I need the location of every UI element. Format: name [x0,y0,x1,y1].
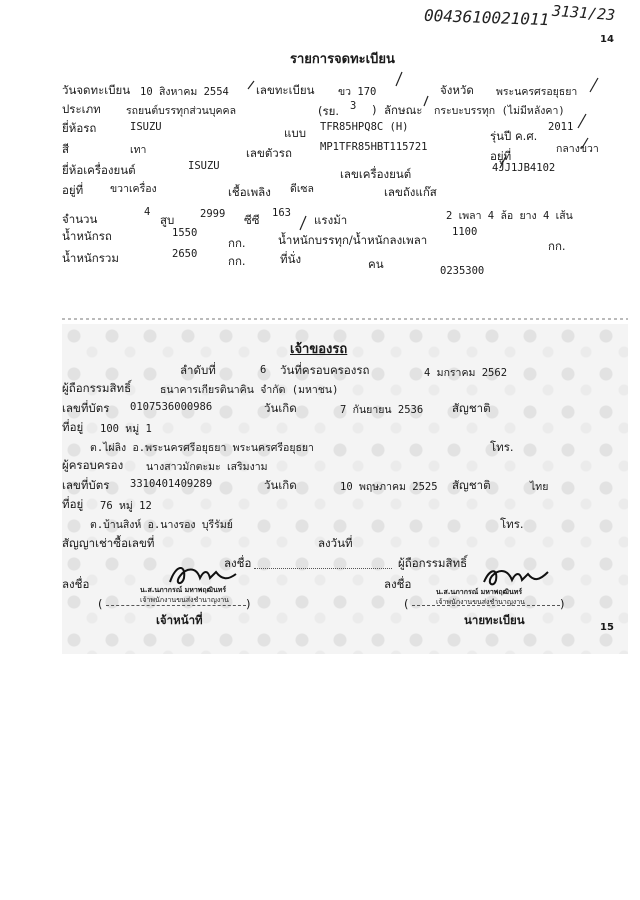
rights-holder: ธนาคารเกียรตินาคิน จำกัด (มหาชน) [160,384,339,396]
seats-label: ที่นั่ง [280,252,302,266]
registrar-label: นายทะเบียน [464,613,525,627]
officer-label: เจ้าหน้าที่ [156,613,203,627]
location-label: อยู่ที่ [490,149,512,163]
chassis-location: กลางขวา [556,143,599,155]
check-mark-2 [396,72,402,86]
owner-title: เจ้าของรถ [290,342,348,357]
page-number-bottom: 15 [600,622,614,633]
rights-sign-label: ผู้ถือกรรมสิทธิ์ [398,556,468,570]
fuel: ดีเซล [290,183,314,195]
model-year-label: รุ่นปี ค.ศ. [490,129,538,143]
total-weight: 2650 [172,248,198,260]
contract-date-label: ลงวันที่ [318,536,353,550]
open-paren-left: ( [98,597,103,611]
province: พระนครศรอยุธยา [496,86,578,98]
stamp-name-right: น.ส.นภากรณ์ มหาพฤฒินทร์ [436,588,523,596]
engine-no-label: เลขเครื่องยนต์ [340,167,412,181]
load-label: น้ำหนักบรรทุก/น้ำหนักลงเพลา [278,233,428,247]
check-mark-7 [500,156,506,168]
load-weight: 1100 [452,226,478,238]
birth-date: 7 กันยายน 2536 [340,404,424,416]
id-label: เลขที่บัตร [62,401,110,415]
id2-number: 3310401409289 [130,478,213,490]
load-unit: กก. [548,239,566,253]
brand-label: ยี่ห้อรถ [62,121,97,135]
handwritten-reference-number: 0043610021011 [423,5,550,30]
fuel-label: เชื้อเพลิง [228,185,271,199]
stamp-name-left: น.ส.นภากรณ์ มหาพฤฒินทร์ [140,586,227,594]
cylinders-label: สูบ [160,213,175,227]
cylinders: 4 [144,206,151,218]
total-weight-unit: กก. [228,254,246,268]
chassis-label: เลขตัวรถ [246,146,292,160]
nationality-label: สัญชาติ [452,401,491,415]
rs-label: (รย. [318,104,340,118]
weight-label: น้ำหนักรถ [62,229,112,243]
total-weight-label: น้ำหนักรวม [62,251,119,265]
rs-value: 3 [350,100,357,112]
engine-at: ขวาเครื่อง [110,183,157,195]
weight-unit: กก. [228,236,246,250]
sign-line [254,568,392,569]
color: เทา [130,144,147,156]
reg-no: ขว 170 [338,86,377,98]
document-number: 0235300 [440,265,485,277]
model: TFR85HPQ8C (H) [320,121,409,133]
quantity-label: จำนวน [62,212,98,226]
rights-holder-label: ผู้ถือกรรมสิทธิ์ [62,381,132,395]
check-mark-8 [300,216,306,230]
check-mark-1 [248,81,254,89]
engine-brand: ISUZU [188,160,220,172]
contract-label: สัญญาเช่าซื้อเลขที่ [62,536,155,550]
registration-title: รายการจดทะเบียน [290,52,395,67]
rs-close: ) [372,103,377,117]
model-year: 2011 [548,121,574,133]
close-paren-right: ) [560,597,565,611]
open-paren-right: ( [404,597,409,611]
stamp-role-right: เจ้าพนักงานขนส่งชำนาญงาน [436,598,525,606]
id2-label: เลขที่บัตร [62,478,110,492]
engine-number: 4JJ1JB4102 [492,162,556,174]
address-line-2: ต.ไผ่ลิง อ.พระนครศรีอยุธยา พระนครศรีอยุธยา [90,442,314,454]
axle-description: 2 เพลา 4 ล้อ ยาง 4 เส้น [446,210,573,222]
page-number-top: 14 [600,34,614,45]
sign-left-label: ลงชื่อ [62,577,90,591]
engine-brand-label: ยี่ห้อเครื่องยนต์ [62,163,136,177]
birth-label: วันเกิด [264,401,297,415]
stamp-role-left: เจ้าพนักงานขนส่งชำนาญงาน [140,596,229,604]
character-label: ลักษณะ [384,103,423,117]
tel2-label: โทร. [500,517,524,531]
reg-no-label: เลขทะเบียน [256,83,315,97]
birth2-date: 10 พฤษภาคม 2525 [340,481,438,493]
cc-label: ซีซี [244,213,260,227]
horsepower: 163 [272,207,291,219]
province-label: จังหวัด [440,83,474,97]
vehicle-type: รถยนต์บรรทุกส่วนบุคคล [126,105,236,117]
order-number: 6 [260,364,267,376]
seats-unit: คน [368,257,384,271]
order-label: ลำดับที่ [180,363,216,377]
gas-tank-label: เลขถังแก๊ส [384,185,437,199]
sign-label: ลงชื่อ [224,556,252,570]
reg-date-label: วันจดทะเบียน [62,83,131,97]
check-mark-6 [582,138,588,148]
reg-date: 10 สิงหาคม 2554 [140,86,229,98]
close-paren-left: ) [246,597,251,611]
address-label: ที่อยู่ [62,420,84,434]
address-line-1: 100 หมู่ 1 [100,423,152,435]
color-label: สี [62,142,70,156]
check-marks [0,0,640,300]
possessor-label: ผู้ครอบครอง [62,458,124,472]
signature-line-left [106,605,246,606]
tel-label: โทร. [490,440,514,454]
check-mark-4 [424,96,428,106]
model-label: แบบ [284,126,307,140]
nationality2-label: สัญชาติ [452,478,491,492]
address2-line-2: ต.บ้านสิงห์ อ.นางรอง บุรีรัมย์ [90,519,233,531]
nationality2: ไทย [530,481,549,493]
check-mark-3 [590,78,598,92]
handwritten-reference-suffix: 3131/23 [551,1,616,25]
sign-right-label: ลงชื่อ [384,577,412,591]
address2-label: ที่อยู่ [62,497,84,511]
type-label: ประเภท [62,102,101,116]
chassis-number: MP1TFR85HBT115721 [320,141,428,153]
vehicle-character: กระบะบรรทุก (ไม่มีหลังคา) [434,105,565,117]
id-number: 0107536000986 [130,401,213,413]
address2-line-1: 76 หมู่ 12 [100,500,152,512]
possession-date-label: วันที่ครอบครองรถ [280,363,370,377]
birth2-label: วันเกิด [264,478,297,492]
check-mark-5 [578,114,586,128]
engine-at-label: อยู่ที่ [62,183,84,197]
brand: ISUZU [130,121,162,133]
possession-date: 4 มกราคม 2562 [424,367,508,379]
vehicle-weight: 1550 [172,227,198,239]
engine-cc: 2999 [200,208,226,220]
signature-line-right [412,605,560,606]
horsepower-label: แรงม้า [314,213,348,227]
possessor-name: นางสาวมักตะมะ เสริมงาม [146,461,268,473]
